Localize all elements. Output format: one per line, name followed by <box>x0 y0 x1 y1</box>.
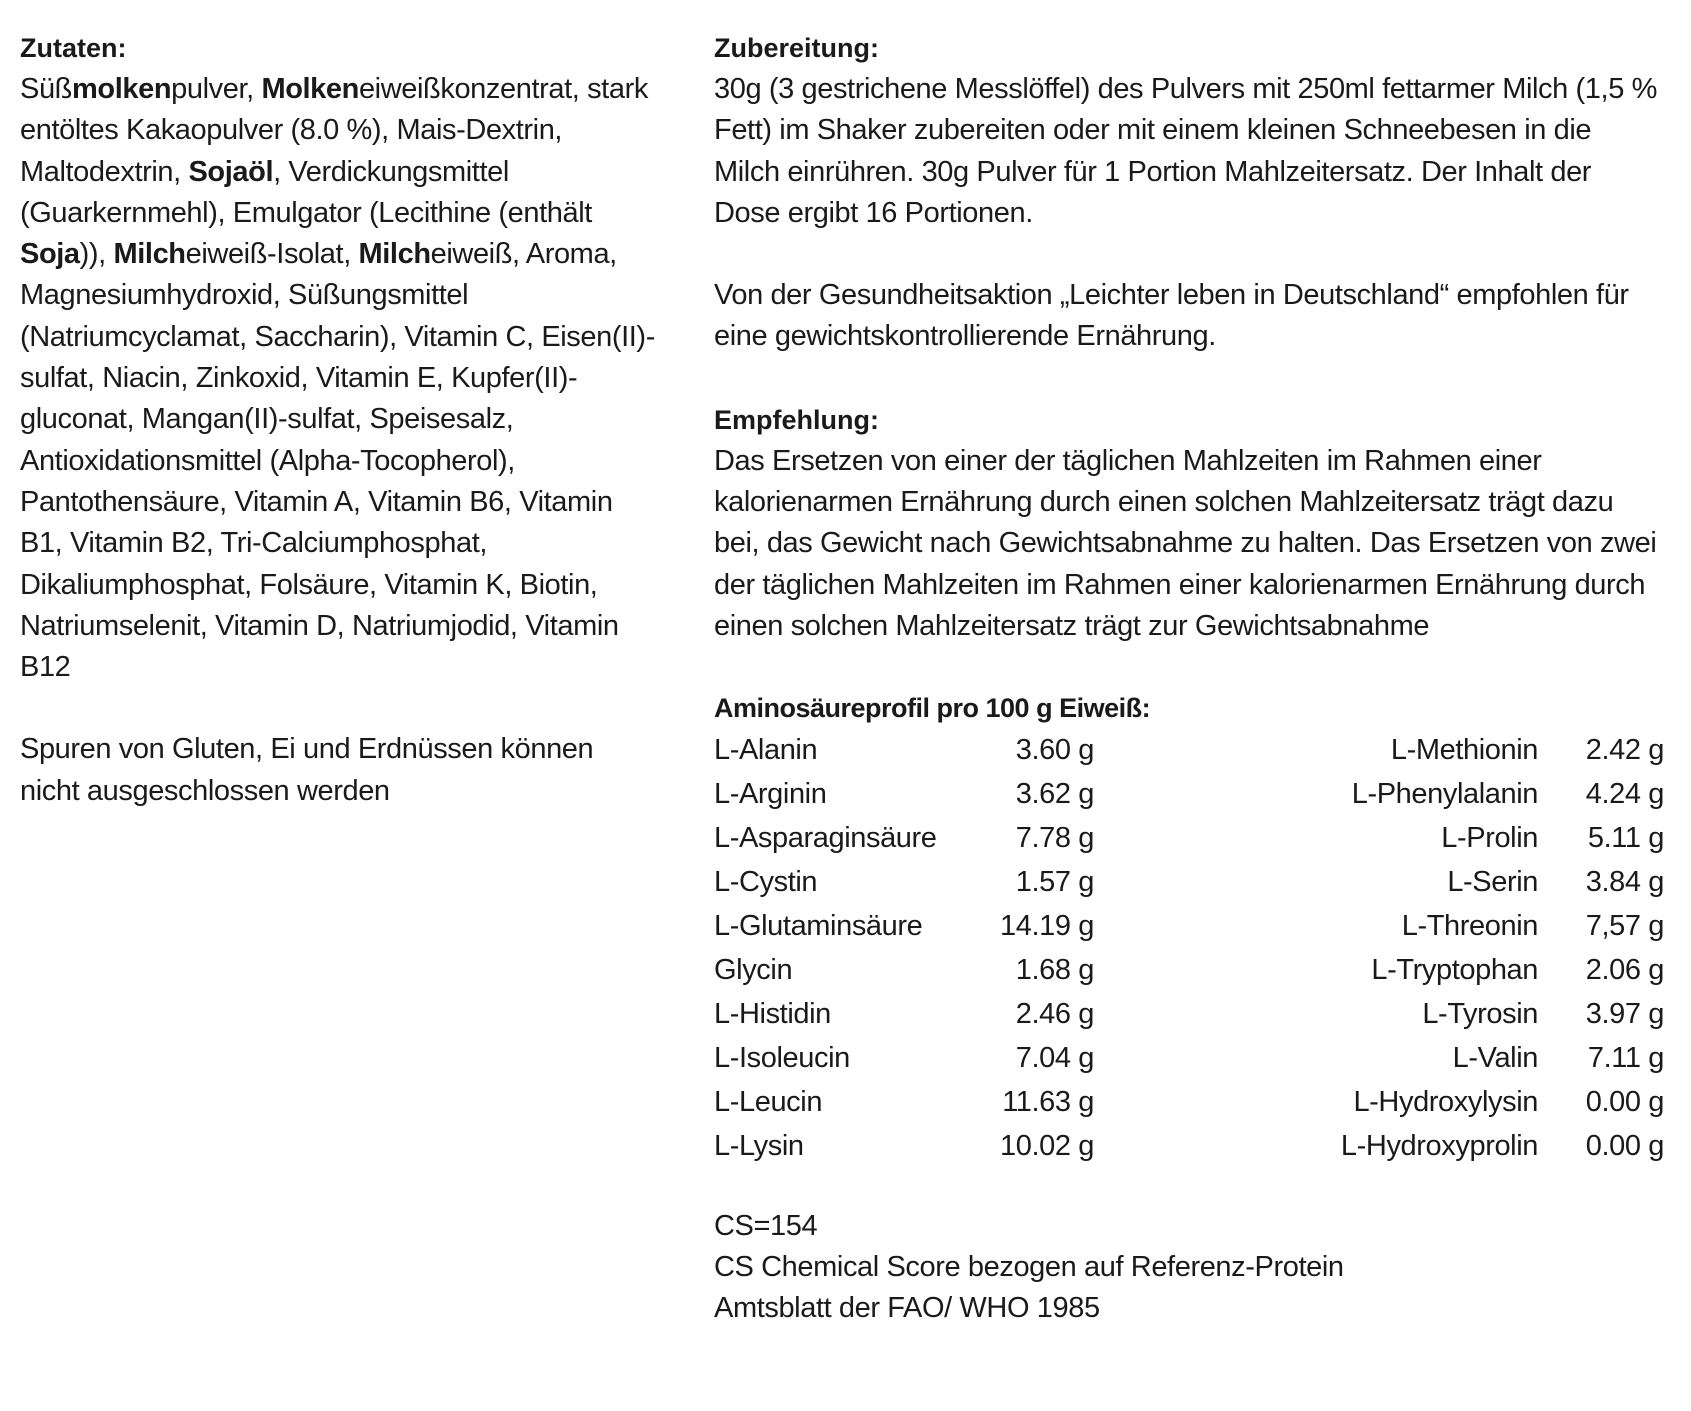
amino-name: L-Hydroxylysin <box>1353 1085 1538 1118</box>
amino-row <box>714 772 1664 816</box>
ingredient-segment: )), <box>79 238 114 271</box>
amino-name: L-Prolin <box>1441 821 1538 854</box>
ingredient-segment: eiweiß, Aroma, Magnesiumhydroxid, Süßungsmittel (Natriumcyclamat, Saccharin), Vitamin C, Eisen(II)-sulfat, Niacin, Zinkoxid, Vitamin E, Kupfer(II)-gluconat, Mangan(II)-sulfat, Speisesalz, Antioxidationsmittel (Alpha-Tocopherol), Pantothensäure, Vitamin A, Vitamin B6, Vitamin B1, Vitamin B2, Tri-Calciumphosphat, Dikaliumphosphat, Folsäure, Vitamin K, Biotin, Natriumselenit, Vitamin D, Natriumjodid, Vitamin B12 <box>20 238 655 684</box>
recommendation-text: Das Ersetzen von einer der täglichen Mahlzeiten im Rahmen einer kalorienarmen Ernährung durch einen solchen Mahlzeitersatz trägt dazu bei, das Gewicht nach Gewichtsabnahme zu halten. Das Ersetzen von zwei der täglichen Mahlzeiten im Rahmen einer kalorienarmen Ernährung durch einen solchen Mahlzeitersatz trägt zur Gewichtsabnahme <box>714 444 1657 642</box>
spacer <box>1094 1080 1244 1124</box>
amino-value: 4.24 g <box>1585 777 1664 810</box>
spacer <box>1094 772 1244 816</box>
ingredient-segment: eiweißkonzentrat, stark entöltes Kakaopulver (8.0 %), Mais-Dextrin, Maltodextrin, <box>20 73 648 188</box>
amino-name: L-Phenylalanin <box>1351 777 1538 810</box>
amino-row <box>714 1080 1664 1124</box>
cs-description: CS Chemical Score bezogen auf Referenz-Protein <box>714 1251 1344 1284</box>
source-note: Amtsblatt der FAO/ WHO 1985 <box>714 1292 1100 1325</box>
amino-name: L-Arginin <box>714 777 827 810</box>
amino-value: 1.57 g <box>1015 865 1094 898</box>
spacer <box>1094 1036 1244 1080</box>
spacer <box>1094 860 1244 904</box>
amino-row <box>714 728 1664 772</box>
amino-row <box>714 948 1664 992</box>
recommendation-heading: Empfehlung: <box>714 404 879 435</box>
amino-name: L-Threonin <box>1401 909 1538 942</box>
amino-value: 3.62 g <box>1015 777 1094 810</box>
amino-value: 3.84 g <box>1585 865 1664 898</box>
spacer <box>1094 728 1244 772</box>
amino-row <box>714 992 1664 1036</box>
preparation-heading: Zubereitung: <box>714 33 879 63</box>
allergen-segment: Milch <box>358 238 431 271</box>
ingredient-segment: , Verdickungsmittel (Guarkernmehl), Emulgator (Lecithine (enthält <box>20 155 592 229</box>
amino-value: 7.78 g <box>1015 821 1094 854</box>
amino-name: L-Asparaginsäure <box>714 821 937 854</box>
amino-name: L-Cystin <box>714 865 818 898</box>
allergen-segment: Molken <box>261 73 359 105</box>
amino-value: 0.00 g <box>1585 1085 1664 1118</box>
amino-row <box>714 1036 1664 1080</box>
amino-value: 1.68 g <box>1015 953 1094 986</box>
amino-row <box>714 816 1664 860</box>
amino-row <box>714 860 1664 904</box>
spacer <box>714 234 1664 275</box>
amino-name: Glycin <box>714 953 793 986</box>
amino-name: L-Leucin <box>714 1085 823 1118</box>
allergen-segment: Milch <box>113 238 186 271</box>
amino-value: 5.11 g <box>1587 821 1664 854</box>
recommendation-note: Von der Gesundheitsaktion „Leichter leben in Deutschland“ empfohlen für eine gewichtskontrollierende Ernährung. <box>714 279 1629 353</box>
amino-name: L-Valin <box>1452 1041 1538 1074</box>
amino-value: 3.97 g <box>1585 997 1664 1030</box>
amino-value: 14.19 g <box>1000 909 1094 942</box>
amino-row <box>714 904 1664 948</box>
spacer <box>1094 816 1244 860</box>
ingredients-heading: Zutaten: <box>20 33 127 63</box>
ingredients-column <box>20 28 656 812</box>
amino-heading: Aminosäureprofil pro 100 g Eiweiß: <box>714 693 1151 724</box>
preparation-column <box>714 28 1664 1329</box>
amino-name: L-Isoleucin <box>714 1041 850 1074</box>
cs-value: CS=154 <box>714 1210 818 1243</box>
footer <box>714 1206 1664 1329</box>
amino-name: L-Alanin <box>714 733 818 766</box>
spacer <box>1094 904 1244 948</box>
amino-name: L-Histidin <box>714 997 831 1030</box>
preparation-text: 30g (3 gestrichene Messlöffel) des Pulvers mit 250ml fettarmer Milch (1,5 % Fett) im Shaker zubereiten oder mit einem kleinen Schneebesen in die Milch einrühren. 30g Pulver für 1 Portion Mahlzeitersatz. Der Inhalt der Dose ergibt 16 Portionen. <box>714 73 1657 229</box>
amino-name: L-Tyrosin <box>1422 997 1538 1030</box>
ingredient-segment: pulver, <box>171 73 262 105</box>
amino-value: 2.42 g <box>1585 733 1664 766</box>
spacer <box>714 647 1664 688</box>
amino-value: 7,57 g <box>1585 909 1664 942</box>
allergen-segment: Sojaöl <box>188 155 274 188</box>
amino-row <box>714 1124 1664 1168</box>
ingredients-text <box>20 69 656 688</box>
amino-table <box>714 728 1664 1168</box>
amino-name: L-Lysin <box>714 1129 804 1162</box>
allergen-segment: molken <box>72 73 172 105</box>
allergen-segment: Soja <box>20 238 80 271</box>
ingredient-segment: Süß <box>20 73 72 105</box>
amino-value: 3.60 g <box>1015 733 1094 766</box>
amino-value: 11.63 g <box>1002 1085 1094 1118</box>
amino-value: 0.00 g <box>1585 1129 1664 1162</box>
amino-name: L-Tryptophan <box>1371 953 1538 986</box>
ingredient-segment: eiweiß-Isolat, <box>185 238 359 271</box>
amino-name: L-Hydroxyprolin <box>1340 1129 1538 1162</box>
amino-value: 2.06 g <box>1585 953 1664 986</box>
spacer <box>1094 1124 1244 1168</box>
amino-value: 10.02 g <box>1000 1129 1094 1162</box>
spacer <box>1094 948 1244 992</box>
amino-name: L-Glutaminsäure <box>714 909 923 942</box>
amino-name: L-Methionin <box>1390 733 1538 766</box>
amino-value: 7.04 g <box>1015 1041 1094 1074</box>
spacer <box>714 358 1664 400</box>
spacer <box>1094 992 1244 1036</box>
amino-value: 2.46 g <box>1015 997 1094 1030</box>
amino-name: L-Serin <box>1447 865 1538 898</box>
amino-value: 7.11 g <box>1587 1041 1664 1074</box>
amino-table-body <box>714 728 1664 1168</box>
trace-note: Spuren von Gluten, Ei und Erdnüssen können nicht ausgeschlossen werden <box>20 733 594 807</box>
